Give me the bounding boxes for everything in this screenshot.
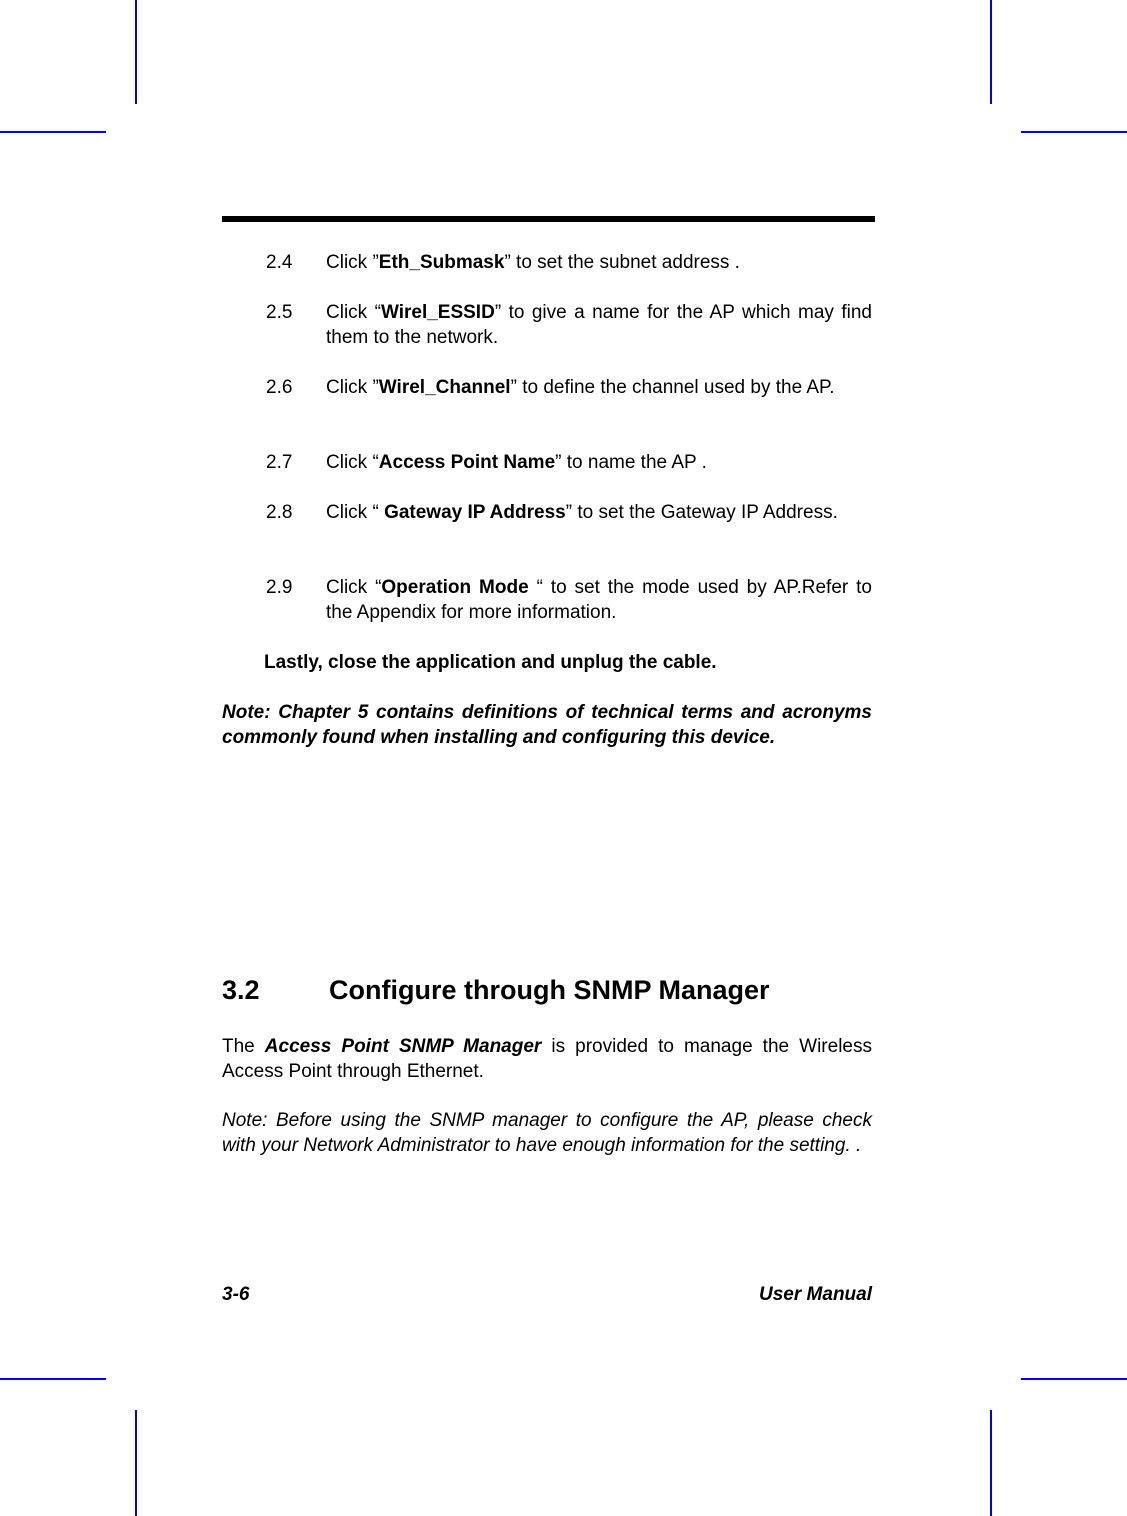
step-2-5 (266, 300, 872, 350)
step-2-4 (266, 250, 872, 275)
crop-mark-top-left-vertical (135, 0, 137, 104)
step-number: 2.8 (266, 502, 293, 523)
step-2-8 (266, 500, 872, 525)
step-number: 2.4 (266, 252, 293, 273)
step-text: Click ”Eth_Submask” to set the subnet address . (326, 252, 740, 273)
crop-mark-bottom-right-horizontal (1021, 1378, 1127, 1380)
manual-title: User Manual (759, 1284, 872, 1305)
crop-mark-top-right-vertical (990, 0, 992, 104)
step-number: 2.6 (266, 377, 293, 398)
product-name: Access Point SNMP Manager (264, 1036, 542, 1057)
crop-mark-bottom-left-horizontal (0, 1378, 106, 1380)
setting-name: Wirel_ESSID (380, 302, 495, 323)
closing-instruction: Lastly, close the application and unplug the cable. (264, 652, 717, 673)
step-number: 2.5 (266, 302, 293, 323)
crop-mark-top-left-horizontal (0, 131, 106, 133)
setting-name: Wirel_Channel (378, 377, 511, 398)
setting-name: Operation Mode (381, 577, 529, 598)
step-text: Click “ Gateway IP Address” to set the Gateway IP Address. (326, 502, 838, 523)
snmp-note: Note: Before using the SNMP manager to configure the AP, please check with your Network Administrator to have enough information for the setting. . (222, 1110, 872, 1156)
step-2-6 (266, 375, 872, 400)
crop-mark-bottom-left-vertical (135, 1410, 137, 1516)
section-intro: The Access Point SNMP Manager is provided to manage the Wireless Access Point through Ethernet. (222, 1036, 872, 1082)
page-number: 3-6 (222, 1284, 250, 1305)
step-2-9 (266, 575, 872, 625)
chapter-note: Note: Chapter 5 contains definitions of technical terms and acronyms commonly found when installing and configuring this device. (222, 702, 872, 748)
setting-name: Access Point Name (378, 452, 556, 473)
step-number: 2.9 (266, 577, 293, 598)
step-text: Click ”Wirel_Channel” to define the channel used by the AP. (326, 377, 835, 398)
section-title: Configure through SNMP Manager (329, 975, 770, 1005)
step-2-7 (266, 450, 872, 475)
crop-mark-top-right-horizontal (1021, 131, 1127, 133)
step-text: Click “Wirel_ESSID” to give a name for the AP which may find them to the network. (326, 302, 872, 348)
crop-mark-bottom-right-vertical (990, 1410, 992, 1516)
setting-name: Gateway IP Address (384, 502, 566, 523)
step-text: Click “Operation Mode “ to set the mode used by AP.Refer to the Appendix for more information. (326, 577, 872, 623)
step-number: 2.7 (266, 452, 293, 473)
header-rule (222, 216, 875, 222)
step-text: Click “Access Point Name” to name the AP . (326, 452, 707, 473)
section-number: 3.2 (222, 975, 260, 1005)
setting-name: Eth_Submask (378, 252, 505, 273)
